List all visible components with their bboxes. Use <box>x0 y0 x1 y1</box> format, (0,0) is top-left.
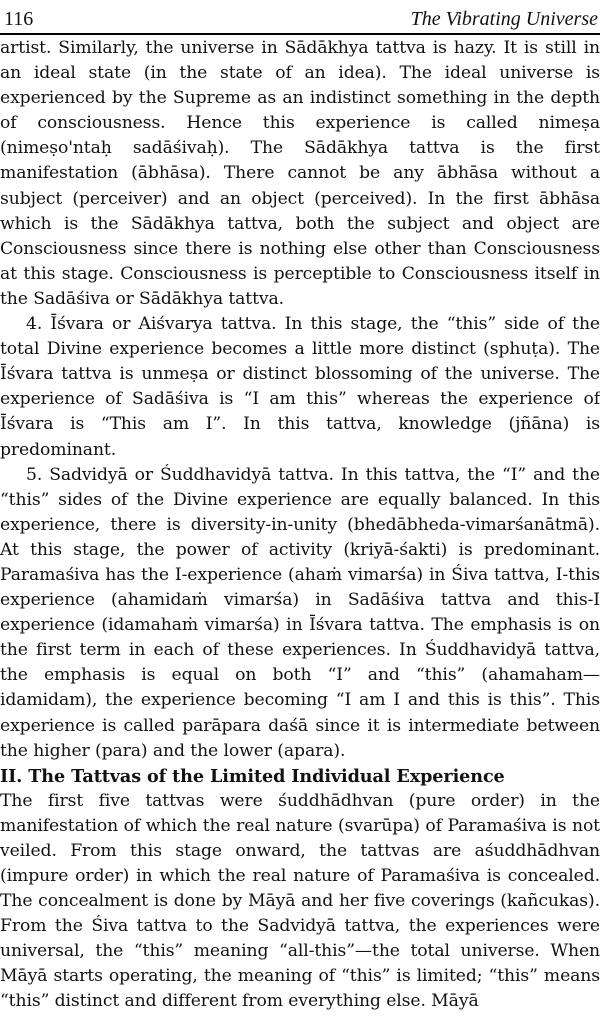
page-number: 116 <box>4 8 34 30</box>
paragraph-sadakhya: artist. Similarly, the universe in Sādākhya tattva is hazy. It is still in an ideal state (in the state of an idea). The ideal universe is experienced by the Supreme as an indistinct something in the depth of consciousness. Hence this experience is called nimeṣa (nimeṣo'ntaḥ sadāśivaḥ). The Sādākhya tattva is the first manifestation (ābhāsa). There cannot be any ābhāsa without a subject (perceiver) and an object (perceived). In the first ābhāsa which is the Sādākhya tattva, both the subject and object are Consciousness since there is nothing else other than Consciousness at this stage. Consciousness is perceptible to Consciousness itself in the Sadāśiva or Sādākhya tattva. <box>0 38 600 309</box>
section-heading: II. The Tattvas of the Limited Individual Experience <box>0 765 505 787</box>
paragraph-limited-experience: The first five tattvas were śuddhādhvan (pure order) in the manifestation of which the real nature (svarūpa) of Paramaśiva is not veiled. From this stage onward, the tattvas are aśuddhādhvan (impure order) in which the real nature of Paramaśiva is concealed. The concealment is done by Māyā and her five coverings (kañcukas). From the Śiva tattva to the Sadvidyā tattva, the experiences were universal, the “this” meaning “all-this”—the total universe. When Māyā starts operating, the meaning of “this” is limited; “this” means “this” distinct and different from everything else. Māyā <box>0 790 600 1012</box>
header-rule <box>0 33 600 35</box>
paragraph-sadvidya: 5. Sadvidyā or Śuddhavidyā tattva. In this tattva, the “I” and the “this” sides of the Divine experience are equally balanced. In this experience, there is diversity-in-unity (bhedābheda-vimarśanātmā). At this stage, the power of activity (kriyā-śakti) is predominant. Paramaśiva has the I-experience (ahaṁ vimarśa) in Śiva tattva, I-this experience (ahamidaṁ vimarśa) in Sadāśiva tattva and this-I experience (idamahaṁ vimarśa) in Īśvara tattva. The emphasis is on the first term in each of these experiences. In Śuddhavidyā tattva, the emphasis is equal on both “I” and “this” (ahamaham—idamidam), the experience becoming “I am I and this is this”. This experience is called parāpara daśā since it is intermediate between the higher (para) and the lower (apara). <box>0 464 600 761</box>
running-title: The Vibrating Universe <box>410 8 598 30</box>
running-header <box>4 0 598 32</box>
paragraph-isvara: 4. Īśvara or Aiśvarya tattva. In this stage, the “this” side of the total Divine experience becomes a little more distinct (sphuṭa). The Īśvara tattva is unmeṣa or distinct blossoming of the universe. The experience of Sadāśiva is “I am this” whereas the experience of Īśvara is “This am I”. In this tattva, knowledge (jñāna) is predominant. <box>0 314 600 460</box>
body-text <box>0 36 600 1015</box>
